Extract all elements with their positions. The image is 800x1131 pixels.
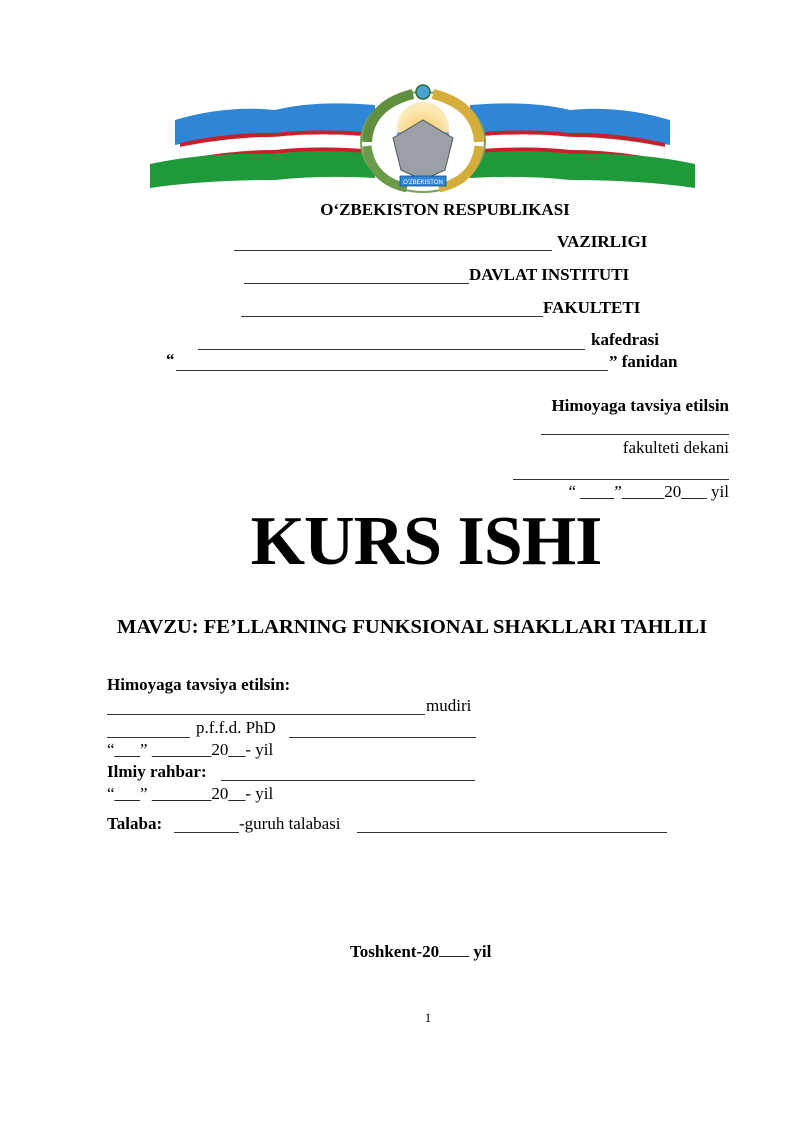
uzbekistan-flag-emblem-banner — [145, 80, 700, 200]
degree-label: p.f.f.d. PhD — [196, 718, 276, 737]
institute-label: DAVLAT INSTITUTI — [469, 265, 630, 284]
approval-bottom-date1: “___” _______20__- yil — [107, 740, 274, 759]
degree-name-blank — [289, 737, 476, 738]
year-blank — [439, 955, 469, 957]
head-label: mudiri — [426, 696, 472, 715]
degree-prefix-blank — [107, 737, 190, 738]
department-label: kafedrasi — [591, 330, 659, 349]
faculty-label: FAKULTETI — [543, 298, 641, 317]
supervisor-name-blank — [221, 780, 475, 781]
city-year — [350, 942, 491, 962]
dean-name-blank — [541, 434, 729, 435]
republic-heading: O‘ZBEKISTON RESPUBLIKASI — [320, 200, 570, 219]
department-head-blank — [107, 714, 425, 715]
approval-top-date-blank — [513, 479, 729, 480]
ministry-label: VAZIRLIGI — [557, 232, 648, 251]
subject-open-quote: “ — [166, 350, 175, 369]
department-blank — [198, 349, 585, 350]
approval-top-title: Himoyaga tavsiya etilsin — [551, 396, 729, 415]
subject-blank — [176, 370, 608, 371]
institute-blank — [244, 283, 469, 284]
group-number-blank — [174, 832, 239, 833]
page-number: 1 — [424, 1010, 432, 1025]
approval-bottom-title: Himoyaga tavsiya etilsin: — [107, 675, 291, 694]
supervisor-label: Ilmiy rahbar: — [107, 762, 207, 781]
ministry-blank — [234, 250, 552, 251]
dean-label: fakulteti dekani — [622, 438, 729, 457]
student-name-blank — [357, 832, 667, 833]
subject-label: ” fanidan — [609, 352, 678, 371]
approval-bottom-date2: “___” _______20__- yil — [107, 784, 274, 803]
topic-heading: MAVZU: FE’LLARNING FUNKSIONAL SHAKLLARI TAHLILI — [117, 616, 708, 638]
student-label: Talaba: — [107, 814, 163, 833]
approval-top-date: “ ____”_____20___ yil — [568, 482, 729, 501]
faculty-blank — [241, 316, 543, 317]
emblem-label: O'ZBEKISTON — [403, 180, 443, 186]
city-year-prefix: Toshkent-20 — [350, 942, 440, 961]
student-group-label: -guruh talabasi — [239, 814, 341, 833]
city-year-suffix: yil — [473, 942, 492, 961]
main-title: KURS ISHI — [250, 503, 602, 580]
